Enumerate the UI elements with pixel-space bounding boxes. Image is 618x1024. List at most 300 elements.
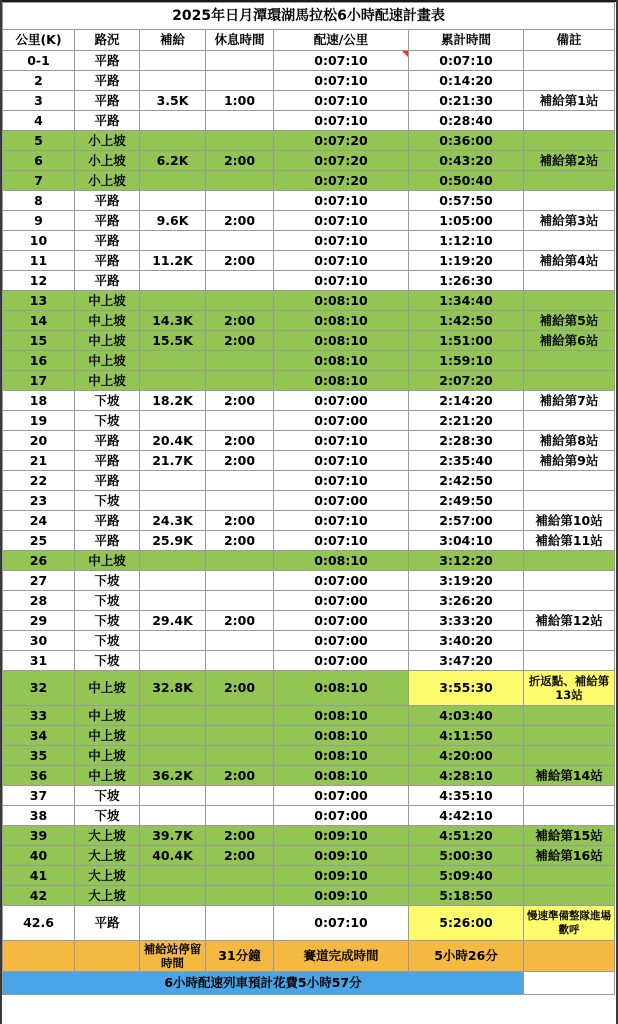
supply-cell[interactable] [140, 706, 206, 726]
road-cell[interactable]: 平路 [75, 251, 140, 271]
km-cell[interactable]: 22 [3, 471, 75, 491]
rest-cell[interactable]: 2:00 [206, 671, 274, 706]
km-cell[interactable]: 25 [3, 531, 75, 551]
pace-cell[interactable]: 0:08:10 [274, 331, 409, 351]
supply-cell[interactable] [140, 746, 206, 766]
note-cell[interactable]: 補給第2站 [524, 151, 615, 171]
header-note[interactable]: 備註 [524, 30, 615, 51]
supply-cell[interactable]: 29.4K [140, 611, 206, 631]
pace-cell[interactable]: 0:07:10 [274, 531, 409, 551]
road-cell[interactable]: 中上坡 [75, 291, 140, 311]
km-cell[interactable]: 33 [3, 706, 75, 726]
pace-cell[interactable]: 0:08:10 [274, 766, 409, 786]
summary-empty-2[interactable] [75, 941, 140, 972]
km-cell[interactable]: 18 [3, 391, 75, 411]
road-cell[interactable]: 平路 [75, 51, 140, 71]
total-cell[interactable]: 5:00:30 [409, 846, 524, 866]
rest-cell[interactable] [206, 191, 274, 211]
supply-cell[interactable] [140, 906, 206, 941]
total-cell[interactable]: 0:07:10 [409, 51, 524, 71]
supply-cell[interactable] [140, 131, 206, 151]
note-cell[interactable] [524, 351, 615, 371]
km-cell[interactable]: 26 [3, 551, 75, 571]
road-cell[interactable]: 下坡 [75, 631, 140, 651]
total-cell[interactable]: 0:14:20 [409, 71, 524, 91]
supply-cell[interactable] [140, 271, 206, 291]
header-rest[interactable]: 休息時間 [206, 30, 274, 51]
pace-cell[interactable]: 0:07:00 [274, 391, 409, 411]
supply-cell[interactable]: 36.2K [140, 766, 206, 786]
rest-cell[interactable] [206, 271, 274, 291]
rest-cell[interactable] [206, 131, 274, 151]
note-cell[interactable] [524, 291, 615, 311]
rest-cell[interactable] [206, 571, 274, 591]
total-cell[interactable]: 0:21:30 [409, 91, 524, 111]
note-cell[interactable] [524, 806, 615, 826]
pace-cell[interactable]: 0:07:00 [274, 411, 409, 431]
road-cell[interactable]: 中上坡 [75, 351, 140, 371]
rest-cell[interactable] [206, 491, 274, 511]
road-cell[interactable]: 中上坡 [75, 746, 140, 766]
pace-cell[interactable]: 0:08:10 [274, 291, 409, 311]
supply-cell[interactable] [140, 71, 206, 91]
pacer-estimate[interactable]: 6小時配速列車預計花費5小時57分 [3, 972, 524, 995]
km-cell[interactable]: 28 [3, 591, 75, 611]
road-cell[interactable]: 平路 [75, 451, 140, 471]
km-cell[interactable]: 4 [3, 111, 75, 131]
total-cell[interactable]: 1:42:50 [409, 311, 524, 331]
total-cell[interactable]: 3:19:20 [409, 571, 524, 591]
pace-cell[interactable]: 0:08:10 [274, 746, 409, 766]
pace-cell[interactable]: 0:07:20 [274, 151, 409, 171]
note-cell[interactable]: 補給第3站 [524, 211, 615, 231]
finish-time-label[interactable]: 賽道完成時間 [274, 941, 409, 972]
total-cell[interactable]: 4:28:10 [409, 766, 524, 786]
road-cell[interactable]: 下坡 [75, 651, 140, 671]
road-cell[interactable]: 下坡 [75, 611, 140, 631]
sheet-title[interactable]: 2025年日月潭環湖馬拉松6小時配速計畫表 [3, 3, 615, 30]
pace-cell[interactable]: 0:07:00 [274, 806, 409, 826]
road-cell[interactable]: 大上坡 [75, 866, 140, 886]
note-cell[interactable] [524, 371, 615, 391]
rest-cell[interactable]: 2:00 [206, 311, 274, 331]
total-cell[interactable]: 5:09:40 [409, 866, 524, 886]
rest-cell[interactable] [206, 866, 274, 886]
total-cell[interactable]: 0:57:50 [409, 191, 524, 211]
road-cell[interactable]: 下坡 [75, 391, 140, 411]
total-cell[interactable]: 3:04:10 [409, 531, 524, 551]
km-cell[interactable]: 31 [3, 651, 75, 671]
pace-cell[interactable]: 0:07:10 [274, 211, 409, 231]
km-cell[interactable]: 14 [3, 311, 75, 331]
supply-cell[interactable]: 3.5K [140, 91, 206, 111]
pace-cell[interactable]: 0:09:10 [274, 886, 409, 906]
supply-cell[interactable] [140, 111, 206, 131]
pace-cell[interactable]: 0:08:10 [274, 551, 409, 571]
supply-cell[interactable] [140, 591, 206, 611]
note-cell[interactable] [524, 191, 615, 211]
km-cell[interactable]: 6 [3, 151, 75, 171]
pace-cell[interactable]: 0:08:10 [274, 706, 409, 726]
km-cell[interactable]: 30 [3, 631, 75, 651]
total-cell[interactable]: 1:59:10 [409, 351, 524, 371]
supply-cell[interactable] [140, 351, 206, 371]
rest-cell[interactable] [206, 551, 274, 571]
note-cell[interactable]: 補給第7站 [524, 391, 615, 411]
pace-cell[interactable]: 0:07:10 [274, 431, 409, 451]
supply-cell[interactable] [140, 786, 206, 806]
road-cell[interactable]: 中上坡 [75, 766, 140, 786]
rest-cell[interactable]: 2:00 [206, 211, 274, 231]
rest-cell[interactable] [206, 591, 274, 611]
rest-cell[interactable] [206, 231, 274, 251]
rest-cell[interactable] [206, 651, 274, 671]
summary-empty-1[interactable] [3, 941, 75, 972]
pace-cell[interactable]: 0:07:10 [274, 111, 409, 131]
total-cell[interactable]: 3:47:20 [409, 651, 524, 671]
rest-cell[interactable]: 2:00 [206, 766, 274, 786]
road-cell[interactable]: 下坡 [75, 806, 140, 826]
pace-cell[interactable]: 0:07:10 [274, 251, 409, 271]
road-cell[interactable]: 大上坡 [75, 826, 140, 846]
rest-cell[interactable] [206, 171, 274, 191]
note-cell[interactable] [524, 171, 615, 191]
note-cell[interactable]: 補給第10站 [524, 511, 615, 531]
total-cell[interactable]: 4:51:20 [409, 826, 524, 846]
pace-cell[interactable]: 0:07:00 [274, 571, 409, 591]
rest-cell[interactable]: 2:00 [206, 451, 274, 471]
pace-cell[interactable]: 0:07:20 [274, 171, 409, 191]
km-cell[interactable]: 40 [3, 846, 75, 866]
km-cell[interactable]: 7 [3, 171, 75, 191]
supply-cell[interactable] [140, 551, 206, 571]
pace-cell[interactable]: 0:09:10 [274, 846, 409, 866]
rest-cell[interactable]: 2:00 [206, 511, 274, 531]
total-cell[interactable]: 4:03:40 [409, 706, 524, 726]
rest-cell[interactable]: 2:00 [206, 531, 274, 551]
rest-cell[interactable]: 2:00 [206, 251, 274, 271]
rest-cell[interactable] [206, 726, 274, 746]
pace-cell[interactable]: 0:07:10 [274, 191, 409, 211]
note-cell[interactable]: 補給第14站 [524, 766, 615, 786]
pace-cell[interactable]: 0:07:00 [274, 591, 409, 611]
note-cell[interactable] [524, 651, 615, 671]
supply-cell[interactable]: 18.2K [140, 391, 206, 411]
total-cell[interactable]: 2:21:20 [409, 411, 524, 431]
rest-total-label[interactable]: 補給站停留時間 [140, 941, 206, 972]
km-cell[interactable]: 17 [3, 371, 75, 391]
pace-cell[interactable]: 0:07:10 [274, 91, 409, 111]
rest-cell[interactable]: 2:00 [206, 611, 274, 631]
km-cell[interactable]: 37 [3, 786, 75, 806]
total-cell[interactable]: 4:11:50 [409, 726, 524, 746]
pace-cell[interactable]: 0:07:00 [274, 786, 409, 806]
supply-cell[interactable] [140, 291, 206, 311]
road-cell[interactable]: 中上坡 [75, 371, 140, 391]
pace-cell[interactable]: 0:07:10 [274, 51, 409, 71]
footer-empty[interactable] [524, 972, 615, 995]
rest-cell[interactable] [206, 291, 274, 311]
km-cell[interactable]: 5 [3, 131, 75, 151]
supply-cell[interactable]: 39.7K [140, 826, 206, 846]
road-cell[interactable]: 平路 [75, 71, 140, 91]
note-cell[interactable] [524, 746, 615, 766]
supply-cell[interactable] [140, 371, 206, 391]
km-cell[interactable]: 27 [3, 571, 75, 591]
rest-cell[interactable] [206, 706, 274, 726]
km-cell[interactable]: 11 [3, 251, 75, 271]
header-total[interactable]: 累計時間 [409, 30, 524, 51]
km-cell[interactable]: 42.6 [3, 906, 75, 941]
finish-time-value[interactable]: 5小時26分 [409, 941, 524, 972]
note-cell[interactable]: 補給第11站 [524, 531, 615, 551]
pace-cell[interactable]: 0:07:10 [274, 511, 409, 531]
rest-cell[interactable] [206, 806, 274, 826]
rest-cell[interactable] [206, 51, 274, 71]
supply-cell[interactable]: 14.3K [140, 311, 206, 331]
total-cell[interactable]: 5:26:00 [409, 906, 524, 941]
km-cell[interactable]: 42 [3, 886, 75, 906]
supply-cell[interactable] [140, 651, 206, 671]
note-cell[interactable] [524, 726, 615, 746]
pace-cell[interactable]: 0:07:10 [274, 451, 409, 471]
road-cell[interactable]: 平路 [75, 431, 140, 451]
rest-cell[interactable]: 2:00 [206, 151, 274, 171]
total-cell[interactable]: 2:07:20 [409, 371, 524, 391]
rest-cell[interactable]: 2:00 [206, 846, 274, 866]
supply-cell[interactable]: 25.9K [140, 531, 206, 551]
total-cell[interactable]: 3:26:20 [409, 591, 524, 611]
note-cell[interactable]: 補給第12站 [524, 611, 615, 631]
total-cell[interactable]: 1:26:30 [409, 271, 524, 291]
total-cell[interactable]: 1:12:10 [409, 231, 524, 251]
km-cell[interactable]: 16 [3, 351, 75, 371]
rest-cell[interactable] [206, 786, 274, 806]
km-cell[interactable]: 24 [3, 511, 75, 531]
km-cell[interactable]: 10 [3, 231, 75, 251]
pace-cell[interactable]: 0:07:00 [274, 651, 409, 671]
rest-cell[interactable] [206, 906, 274, 941]
rest-cell[interactable] [206, 746, 274, 766]
total-cell[interactable]: 4:42:10 [409, 806, 524, 826]
pace-cell[interactable]: 0:08:10 [274, 311, 409, 331]
note-cell[interactable]: 補給第4站 [524, 251, 615, 271]
pace-cell[interactable]: 0:08:10 [274, 671, 409, 706]
total-cell[interactable]: 2:57:00 [409, 511, 524, 531]
supply-cell[interactable]: 24.3K [140, 511, 206, 531]
road-cell[interactable]: 大上坡 [75, 886, 140, 906]
km-cell[interactable]: 39 [3, 826, 75, 846]
km-cell[interactable]: 41 [3, 866, 75, 886]
supply-cell[interactable]: 40.4K [140, 846, 206, 866]
pace-cell[interactable]: 0:07:10 [274, 271, 409, 291]
road-cell[interactable]: 中上坡 [75, 331, 140, 351]
km-cell[interactable]: 34 [3, 726, 75, 746]
km-cell[interactable]: 35 [3, 746, 75, 766]
km-cell[interactable]: 29 [3, 611, 75, 631]
road-cell[interactable]: 下坡 [75, 491, 140, 511]
supply-cell[interactable] [140, 231, 206, 251]
supply-cell[interactable]: 6.2K [140, 151, 206, 171]
road-cell[interactable]: 平路 [75, 211, 140, 231]
note-cell[interactable] [524, 706, 615, 726]
header-road[interactable]: 路況 [75, 30, 140, 51]
supply-cell[interactable] [140, 51, 206, 71]
total-cell[interactable]: 0:28:40 [409, 111, 524, 131]
total-cell[interactable]: 1:51:00 [409, 331, 524, 351]
road-cell[interactable]: 小上坡 [75, 131, 140, 151]
pace-cell[interactable]: 0:07:10 [274, 471, 409, 491]
note-cell[interactable]: 補給第8站 [524, 431, 615, 451]
km-cell[interactable]: 38 [3, 806, 75, 826]
supply-cell[interactable] [140, 866, 206, 886]
km-cell[interactable]: 13 [3, 291, 75, 311]
rest-cell[interactable] [206, 71, 274, 91]
total-cell[interactable]: 2:42:50 [409, 471, 524, 491]
total-cell[interactable]: 1:19:20 [409, 251, 524, 271]
rest-cell[interactable] [206, 886, 274, 906]
note-cell[interactable]: 補給第9站 [524, 451, 615, 471]
supply-cell[interactable]: 11.2K [140, 251, 206, 271]
header-km[interactable]: 公里(K) [3, 30, 75, 51]
pace-cell[interactable]: 0:07:00 [274, 611, 409, 631]
supply-cell[interactable]: 21.7K [140, 451, 206, 471]
total-cell[interactable]: 0:43:20 [409, 151, 524, 171]
header-pace[interactable]: 配速/公里 [274, 30, 409, 51]
road-cell[interactable]: 下坡 [75, 571, 140, 591]
note-cell[interactable]: 補給第5站 [524, 311, 615, 331]
km-cell[interactable]: 23 [3, 491, 75, 511]
supply-cell[interactable] [140, 806, 206, 826]
note-cell[interactable] [524, 271, 615, 291]
pace-cell[interactable]: 0:07:00 [274, 631, 409, 651]
road-cell[interactable]: 下坡 [75, 411, 140, 431]
note-cell[interactable]: 補給第1站 [524, 91, 615, 111]
note-cell[interactable]: 補給第6站 [524, 331, 615, 351]
rest-cell[interactable] [206, 411, 274, 431]
km-cell[interactable]: 0-1 [3, 51, 75, 71]
road-cell[interactable]: 下坡 [75, 591, 140, 611]
supply-cell[interactable] [140, 191, 206, 211]
total-cell[interactable]: 3:40:20 [409, 631, 524, 651]
note-cell[interactable] [524, 231, 615, 251]
total-cell[interactable]: 3:55:30 [409, 671, 524, 706]
km-cell[interactable]: 36 [3, 766, 75, 786]
rest-cell[interactable] [206, 111, 274, 131]
pace-cell[interactable]: 0:07:10 [274, 231, 409, 251]
supply-cell[interactable]: 20.4K [140, 431, 206, 451]
pace-cell[interactable]: 0:07:10 [274, 71, 409, 91]
rest-cell[interactable] [206, 371, 274, 391]
note-cell[interactable] [524, 591, 615, 611]
road-cell[interactable]: 平路 [75, 111, 140, 131]
note-cell[interactable]: 補給第15站 [524, 826, 615, 846]
total-cell[interactable]: 3:33:20 [409, 611, 524, 631]
total-cell[interactable]: 1:34:40 [409, 291, 524, 311]
rest-cell[interactable] [206, 471, 274, 491]
note-cell[interactable] [524, 131, 615, 151]
note-cell[interactable] [524, 471, 615, 491]
supply-cell[interactable]: 15.5K [140, 331, 206, 351]
total-cell[interactable]: 1:05:00 [409, 211, 524, 231]
total-cell[interactable]: 4:20:00 [409, 746, 524, 766]
km-cell[interactable]: 20 [3, 431, 75, 451]
road-cell[interactable]: 小上坡 [75, 171, 140, 191]
pace-cell[interactable]: 0:08:10 [274, 371, 409, 391]
total-cell[interactable]: 0:36:00 [409, 131, 524, 151]
total-cell[interactable]: 0:50:40 [409, 171, 524, 191]
pace-cell[interactable]: 0:09:10 [274, 826, 409, 846]
pace-cell[interactable]: 0:08:10 [274, 726, 409, 746]
km-cell[interactable]: 21 [3, 451, 75, 471]
note-cell[interactable] [524, 631, 615, 651]
total-cell[interactable]: 2:28:30 [409, 431, 524, 451]
km-cell[interactable]: 12 [3, 271, 75, 291]
supply-cell[interactable] [140, 571, 206, 591]
road-cell[interactable]: 平路 [75, 271, 140, 291]
road-cell[interactable]: 平路 [75, 231, 140, 251]
total-cell[interactable]: 2:14:20 [409, 391, 524, 411]
note-cell[interactable] [524, 786, 615, 806]
pace-cell[interactable]: 0:08:10 [274, 351, 409, 371]
rest-cell[interactable] [206, 631, 274, 651]
supply-cell[interactable] [140, 411, 206, 431]
road-cell[interactable]: 中上坡 [75, 551, 140, 571]
total-cell[interactable]: 2:49:50 [409, 491, 524, 511]
supply-cell[interactable] [140, 171, 206, 191]
km-cell[interactable]: 2 [3, 71, 75, 91]
note-cell[interactable] [524, 51, 615, 71]
road-cell[interactable]: 平路 [75, 531, 140, 551]
note-cell[interactable]: 折返點、補給第13站 [524, 671, 615, 706]
note-cell[interactable] [524, 571, 615, 591]
road-cell[interactable]: 平路 [75, 511, 140, 531]
km-cell[interactable]: 9 [3, 211, 75, 231]
rest-total-value[interactable]: 31分鐘 [206, 941, 274, 972]
km-cell[interactable]: 19 [3, 411, 75, 431]
road-cell[interactable]: 平路 [75, 906, 140, 941]
km-cell[interactable]: 8 [3, 191, 75, 211]
road-cell[interactable]: 小上坡 [75, 151, 140, 171]
summary-empty-3[interactable] [524, 941, 615, 972]
rest-cell[interactable]: 2:00 [206, 331, 274, 351]
note-cell[interactable] [524, 491, 615, 511]
total-cell[interactable]: 3:12:20 [409, 551, 524, 571]
header-supply[interactable]: 補給 [140, 30, 206, 51]
road-cell[interactable]: 下坡 [75, 786, 140, 806]
supply-cell[interactable] [140, 631, 206, 651]
pace-cell[interactable]: 0:09:10 [274, 866, 409, 886]
road-cell[interactable]: 中上坡 [75, 311, 140, 331]
supply-cell[interactable]: 32.8K [140, 671, 206, 706]
road-cell[interactable]: 平路 [75, 471, 140, 491]
km-cell[interactable]: 15 [3, 331, 75, 351]
road-cell[interactable]: 中上坡 [75, 671, 140, 706]
supply-cell[interactable] [140, 886, 206, 906]
note-cell[interactable] [524, 886, 615, 906]
supply-cell[interactable]: 9.6K [140, 211, 206, 231]
rest-cell[interactable] [206, 351, 274, 371]
road-cell[interactable]: 中上坡 [75, 726, 140, 746]
road-cell[interactable]: 中上坡 [75, 706, 140, 726]
rest-cell[interactable]: 2:00 [206, 826, 274, 846]
km-cell[interactable]: 32 [3, 671, 75, 706]
rest-cell[interactable]: 2:00 [206, 391, 274, 411]
total-cell[interactable]: 4:35:10 [409, 786, 524, 806]
pace-cell[interactable]: 0:07:00 [274, 491, 409, 511]
note-cell[interactable] [524, 71, 615, 91]
pace-cell[interactable]: 0:07:20 [274, 131, 409, 151]
